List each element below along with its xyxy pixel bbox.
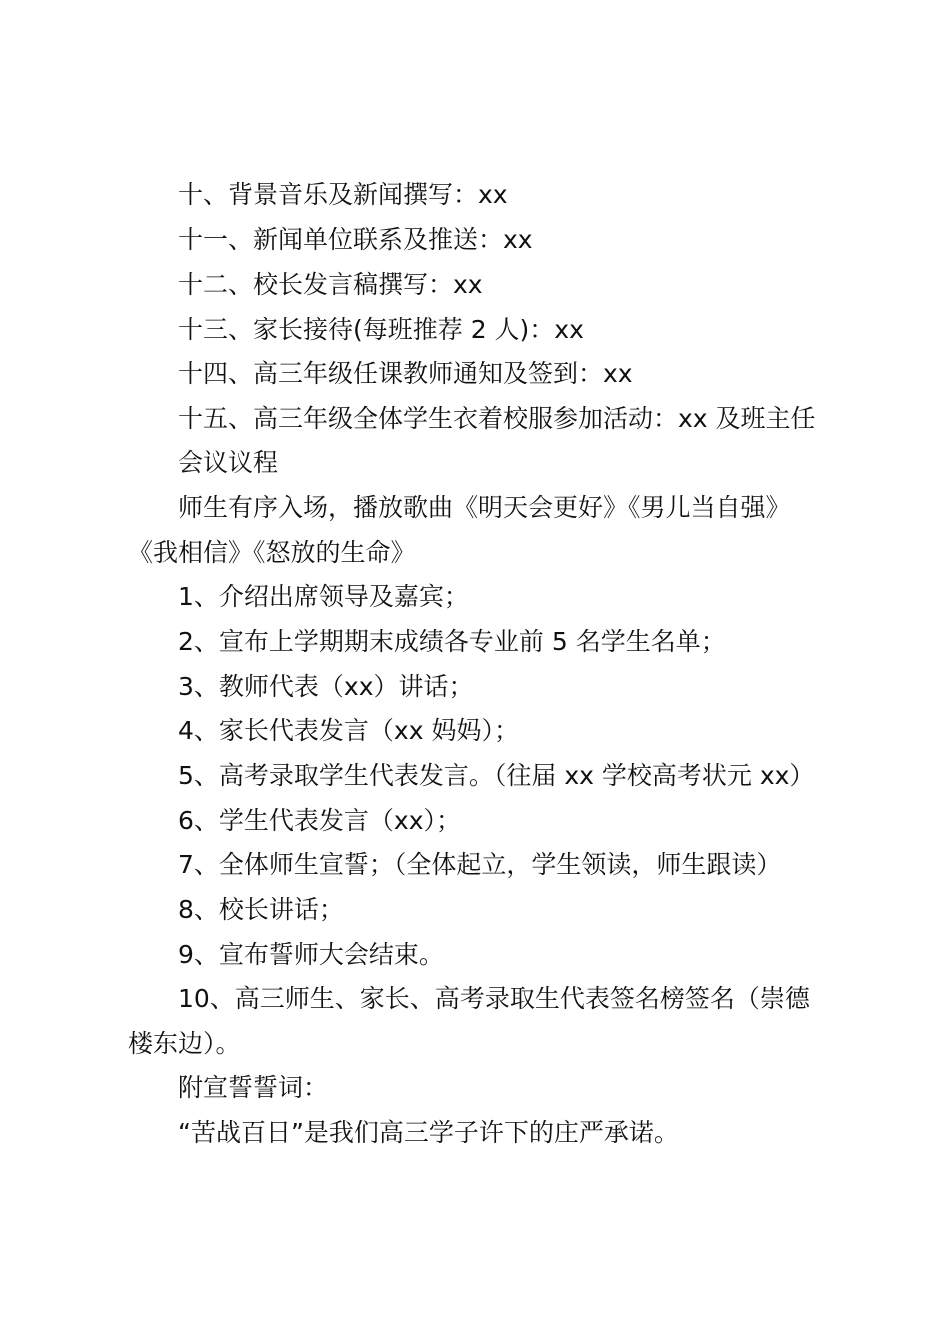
agenda-item-1: 1、介绍出席领导及嘉宾； (178, 582, 469, 611)
text-line-item-11: 十一、新闻单位联系及推送：xx (178, 225, 533, 254)
text-line-entrance-continued: 《我相信》《怒放的生命》 (128, 538, 416, 567)
agenda-item-9: 9、宣布誓师大会结束。 (178, 940, 444, 969)
agenda-item-8: 8、校长讲话； (178, 895, 344, 924)
text-line-item-13: 十三、家长接待(每班推荐 2 人)：xx (178, 315, 584, 344)
text-line-item-14: 十四、高三年级任课教师通知及签到：xx (178, 359, 633, 388)
agenda-item-10-continued: 楼东边）。 (128, 1029, 241, 1058)
text-line-item-10: 十、背景音乐及新闻撰写：xx (178, 180, 508, 209)
text-line-entrance: 师生有序入场，播放歌曲《明天会更好》《男儿当自强》 (178, 493, 791, 522)
oath-heading: 附宣誓誓词： (178, 1073, 329, 1102)
oath-text: “苦战百日”是我们高三学子许下的庄严承诺。 (178, 1118, 679, 1147)
agenda-item-2: 2、宣布上学期期末成绩各专业前 5 名学生名单； (178, 627, 726, 656)
section-heading-agenda: 会议议程 (178, 448, 279, 477)
agenda-item-7: 7、全体师生宣誓；（全体起立，学生领读，师生跟读） (178, 850, 782, 879)
agenda-item-5: 5、高考录取学生代表发言。（往届 xx 学校高考状元 xx） (178, 761, 815, 790)
text-line-item-12: 十二、校长发言稿撰写：xx (178, 270, 483, 299)
agenda-item-6: 6、学生代表发言（xx）； (178, 806, 461, 835)
agenda-item-10: 10、高三师生、家长、高考录取生代表签名榜签名（崇德 (178, 984, 810, 1013)
text-line-item-15: 十五、高三年级全体学生衣着校服参加活动：xx 及班主任 (178, 404, 816, 433)
agenda-item-4: 4、家长代表发言（xx 妈妈）； (178, 716, 519, 745)
agenda-item-3: 3、教师代表（xx）讲话； (178, 672, 474, 701)
